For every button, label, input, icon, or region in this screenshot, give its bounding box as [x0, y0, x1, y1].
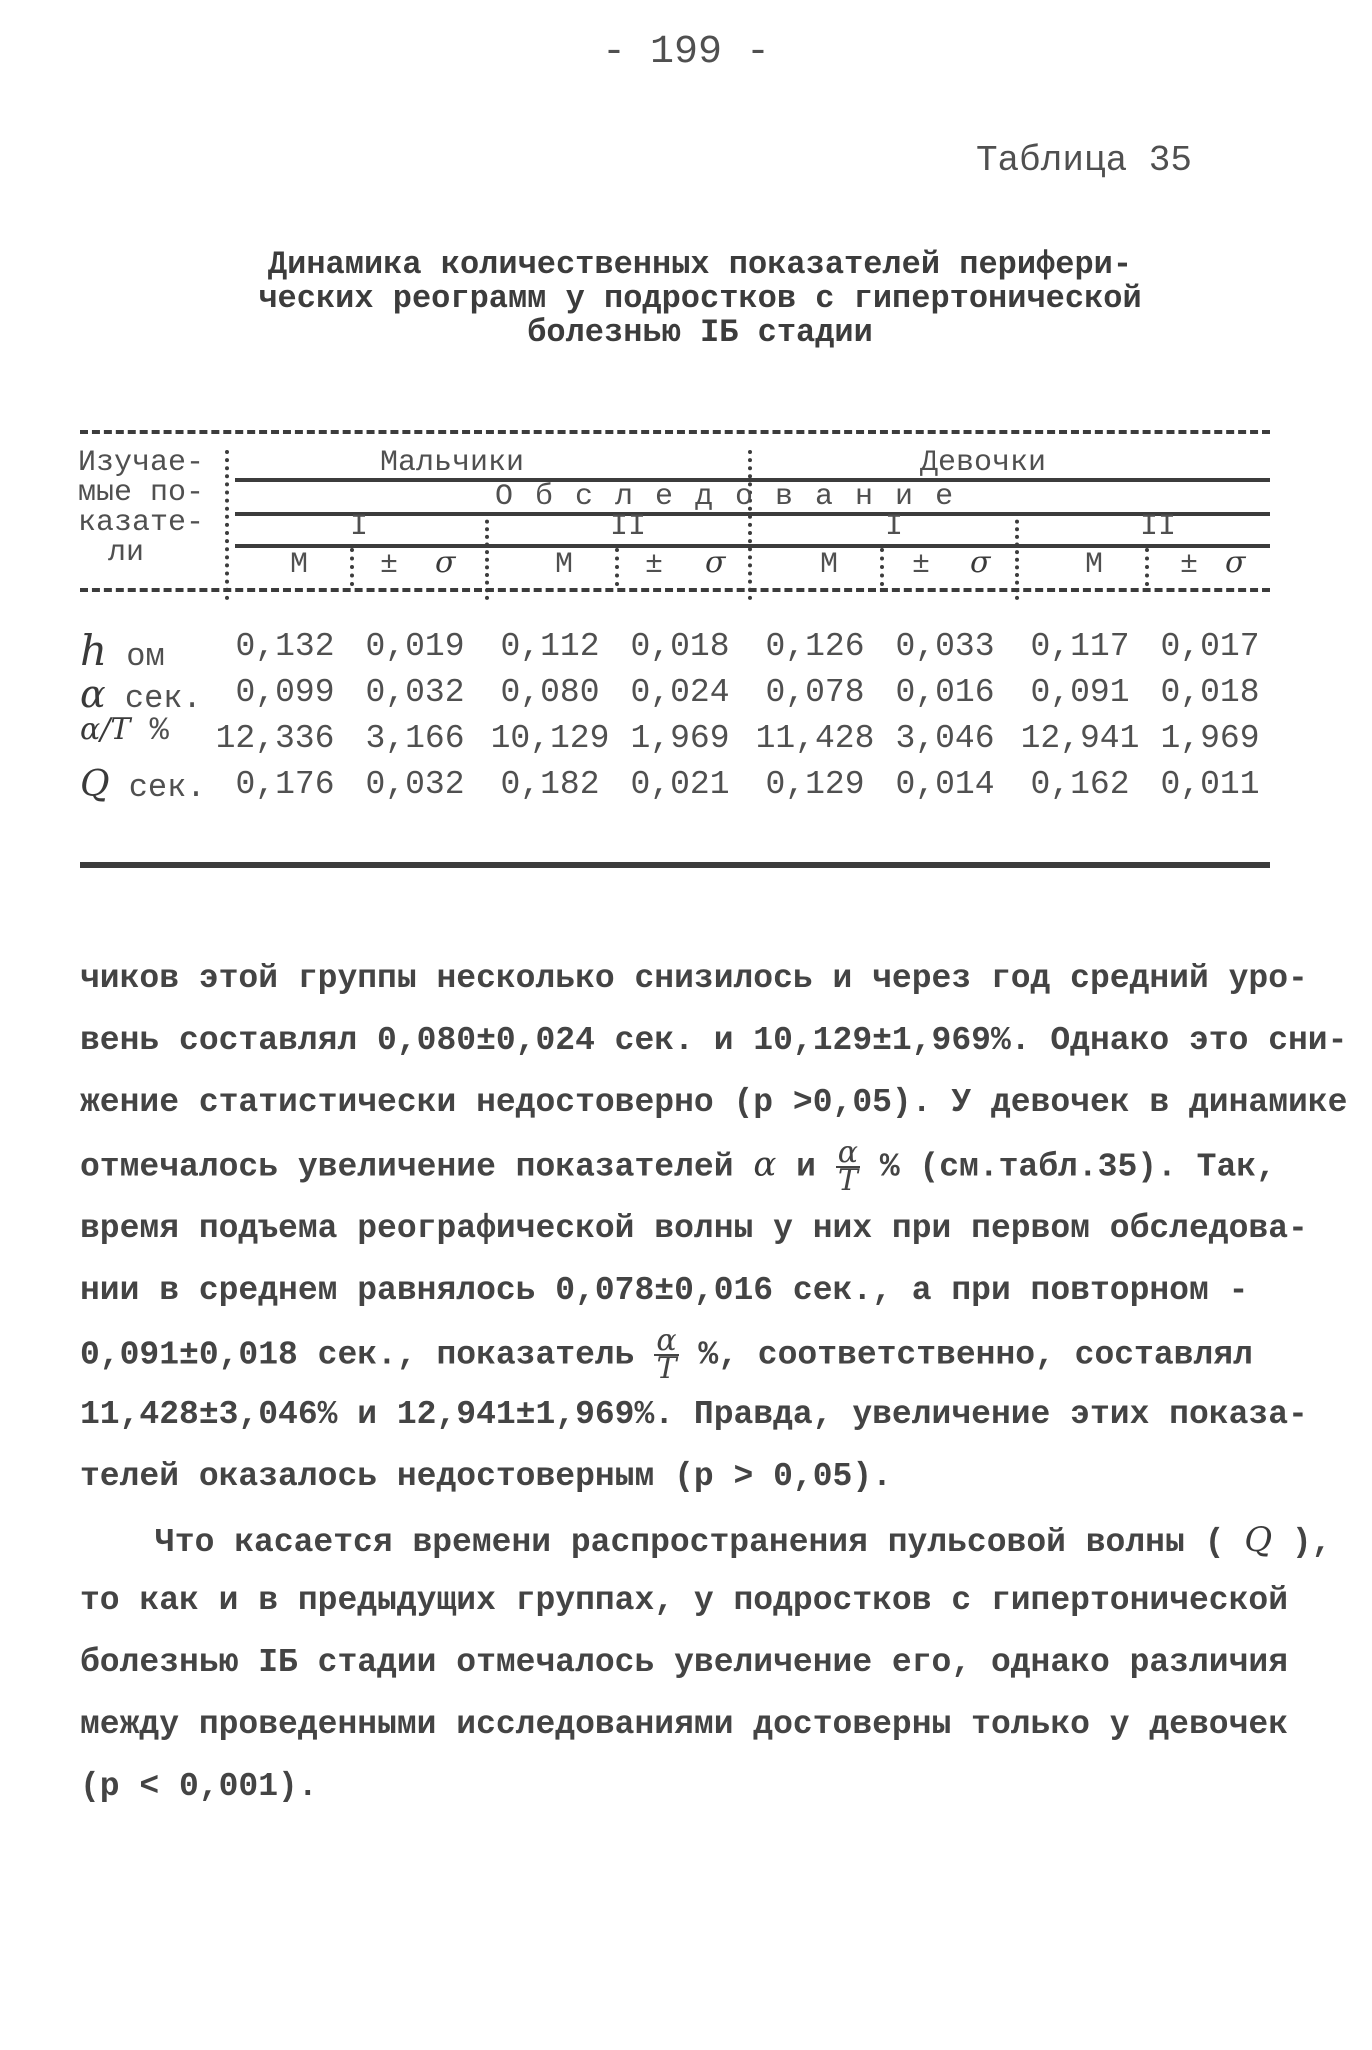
row-unit: сек. — [128, 769, 206, 806]
col-m: М — [820, 548, 839, 582]
table-cell: 0,080 — [500, 674, 600, 711]
row-unit: сек. — [124, 680, 202, 717]
text-line: жение статистически недостоверно (р >0,05). У девочек в динамике — [80, 1084, 1348, 1121]
table-cell: 0,019 — [365, 628, 465, 665]
text-line: (р < 0,001). — [80, 1768, 318, 1805]
text-line: болезнью IБ стадии отмечалось увеличение его, однако различия — [80, 1644, 1288, 1681]
text-line: то как и в предыдущих группах, у подростков с гипертонической — [80, 1582, 1288, 1619]
table-title-line: болезнью IБ стадии — [527, 314, 873, 351]
text-segment: % (см.табл.35). Так, — [879, 1148, 1276, 1186]
table-cell: 0,024 — [630, 674, 730, 711]
table-cell: 0,132 — [235, 628, 335, 665]
table-cell: 1,969 — [630, 720, 730, 757]
header-bottom-rule — [80, 588, 1270, 592]
table-cell: 0,018 — [630, 628, 730, 665]
survey-girls-first: I — [885, 510, 904, 544]
text-line: вень составлял 0,080±0,024 сек. и 10,129±1,969%. Однако это сни- — [80, 1022, 1348, 1059]
table-cell: 11,428 — [755, 720, 875, 757]
text-segment: 0,091±0,018 сек., показатель — [80, 1336, 635, 1374]
alpha-over-t-fraction — [836, 1135, 860, 1198]
corner-header-line: ли — [108, 536, 145, 570]
table-cell: 0,078 — [765, 674, 865, 711]
survey-separator — [1015, 512, 1019, 600]
text-line: нии в среднем равнялось 0,078±0,016 сек., а при повторном - — [80, 1272, 1249, 1309]
table-cell: 0,176 — [235, 766, 335, 803]
table-label: Таблица 35 — [975, 140, 1192, 181]
col-pm: ± — [1180, 548, 1199, 582]
row-label — [80, 626, 165, 675]
text-line — [155, 1520, 1331, 1561]
text-line: время подъема реографической волны у них при первом обследова- — [80, 1210, 1308, 1247]
table-cell: 0,018 — [1160, 674, 1260, 711]
row-symbol: Q — [80, 764, 110, 805]
row-label — [80, 764, 206, 806]
q-symbol: Q — [1244, 1520, 1273, 1560]
survey-girls-second: II — [1140, 510, 1177, 544]
fraction-denominator: T — [656, 1351, 677, 1386]
col-m: М — [555, 548, 574, 582]
col-sigma: σ — [970, 545, 991, 580]
corner-header-line: Изучае- — [78, 446, 205, 480]
table-cell: 3,166 — [365, 720, 465, 757]
row-label — [80, 672, 202, 717]
text-segment: отмечалось увеличение показателей — [80, 1148, 734, 1186]
text-line: чиков этой группы несколько снизилось и через год средний уро- — [80, 960, 1308, 997]
alpha-over-t-fraction — [654, 1323, 678, 1386]
table-cell: 0,112 — [500, 628, 600, 665]
table-cell: 0,099 — [235, 674, 335, 711]
table-cell: 10,129 — [490, 720, 610, 757]
text-line: телей оказалось недостоверным (р > 0,05). — [80, 1458, 892, 1495]
alpha-symbol: α — [753, 1144, 777, 1185]
table-cell: 12,941 — [1020, 720, 1140, 757]
fraction-numerator: α — [837, 1135, 858, 1170]
row-symbol: α/T — [80, 712, 131, 747]
group-girls-header: Девочки — [920, 446, 1047, 480]
corner-header-line: мые по- — [78, 476, 205, 510]
table-cell: 0,126 — [765, 628, 865, 665]
subcol-separator — [1145, 548, 1149, 586]
row-symbol: h — [80, 626, 108, 675]
table-title-line: ческих реограмм у подростков с гипертонической — [258, 280, 1142, 317]
table-cell: 0,021 — [630, 766, 730, 803]
text-segment: Что касается времени распространения пульсовой волны ( — [155, 1524, 1225, 1561]
row-symbol: α — [80, 672, 106, 716]
text-line — [80, 1323, 1253, 1386]
col-pm: ± — [645, 548, 664, 582]
row-label — [80, 712, 169, 749]
table-cell: 12,336 — [215, 720, 335, 757]
survey-header: О б с л е д о в а н и е — [495, 480, 956, 514]
table-cell: 3,046 — [895, 720, 995, 757]
col-sigma: σ — [1225, 545, 1246, 580]
table-cell: 0,014 — [895, 766, 995, 803]
table-cell: 0,011 — [1160, 766, 1260, 803]
text-segment: %, соответственно, составлял — [698, 1336, 1253, 1374]
table-cell: 1,969 — [1160, 720, 1260, 757]
text-line: между проведенными исследованиями достоверны только у девочек — [80, 1706, 1288, 1743]
corner-header-line: казате- — [78, 506, 205, 540]
corner-header — [78, 448, 204, 568]
survey-boys-second: II — [610, 510, 647, 544]
fraction-denominator: T — [837, 1163, 858, 1198]
table-top-rule — [80, 430, 1270, 434]
survey-separator — [485, 512, 489, 600]
text-line — [80, 1135, 1276, 1198]
subcol-separator — [350, 548, 354, 586]
col-sigma: σ — [435, 545, 456, 580]
subcol-separator — [615, 548, 619, 586]
text-line: 11,428±3,046% и 12,941±1,969%. Правда, увеличение этих показа- — [80, 1396, 1308, 1433]
text-segment: и — [796, 1148, 816, 1186]
table-cell: 0,162 — [1030, 766, 1130, 803]
table-cell: 0,017 — [1160, 628, 1260, 665]
fraction-numerator: α — [656, 1323, 677, 1358]
group-separator — [748, 450, 752, 600]
page-number: - 199 - — [601, 30, 771, 75]
col-m: М — [290, 548, 309, 582]
survey-boys-first: I — [350, 510, 369, 544]
row-unit: ом — [126, 638, 165, 675]
table-cell: 0,129 — [765, 766, 865, 803]
table-cell: 0,032 — [365, 674, 465, 711]
table-cell: 0,016 — [895, 674, 995, 711]
subcol-separator — [880, 548, 884, 586]
table-cell: 0,091 — [1030, 674, 1130, 711]
table-cell: 0,032 — [365, 766, 465, 803]
survey-rule — [235, 512, 1270, 516]
table-cell: 0,182 — [500, 766, 600, 803]
col-m: М — [1085, 548, 1104, 582]
table-title-line: Динамика количественных показателей перифери- — [267, 246, 1133, 283]
table-cell: 0,117 — [1030, 628, 1130, 665]
table-title — [250, 248, 1150, 350]
corner-separator — [225, 450, 229, 600]
col-sigma: σ — [705, 545, 726, 580]
col-pm: ± — [912, 548, 931, 582]
col-pm: ± — [380, 548, 399, 582]
group-boys-header: Мальчики — [380, 446, 525, 480]
table-bottom-rule — [80, 862, 1270, 868]
table-cell: 0,033 — [895, 628, 995, 665]
row-unit: % — [149, 712, 169, 749]
text-segment: ), — [1291, 1524, 1332, 1561]
